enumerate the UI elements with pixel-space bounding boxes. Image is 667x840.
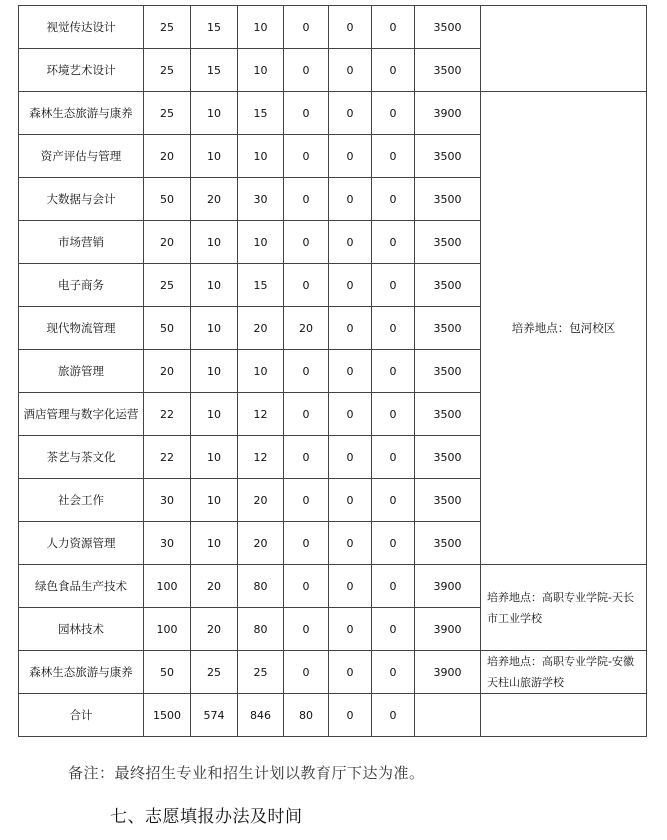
training-location-tianzhushan: 培养地点：高职专业学院-安徽天柱山旅游学校	[481, 651, 647, 694]
plan-count-5: 0	[372, 92, 415, 135]
plan-count-5: 0	[372, 178, 415, 221]
plan-total: 50	[144, 178, 191, 221]
plan-total: 20	[144, 221, 191, 264]
plan-count-3: 0	[284, 565, 329, 608]
plan-count-3: 0	[284, 393, 329, 436]
major-name: 资产评估与管理	[19, 135, 144, 178]
total-count-4: 0	[329, 694, 372, 737]
plan-total: 25	[144, 6, 191, 49]
major-name: 市场营销	[19, 221, 144, 264]
plan-count-3: 0	[284, 221, 329, 264]
training-location-tianchang: 培养地点：高职专业学院-天长市工业学校	[481, 565, 647, 651]
tuition-fee: 3500	[415, 178, 481, 221]
plan-total: 50	[144, 307, 191, 350]
plan-count-2: 12	[238, 393, 284, 436]
plan-count-2: 25	[238, 651, 284, 694]
total-row	[19, 694, 647, 737]
table-row	[19, 565, 647, 608]
plan-count-4: 0	[329, 178, 372, 221]
plan-count-1: 20	[191, 178, 238, 221]
major-name: 电子商务	[19, 264, 144, 307]
plan-count-4: 0	[329, 522, 372, 565]
plan-count-3: 0	[284, 436, 329, 479]
tuition-fee: 3900	[415, 608, 481, 651]
plan-count-4: 0	[329, 49, 372, 92]
major-name: 茶艺与茶文化	[19, 436, 144, 479]
plan-count-1: 10	[191, 522, 238, 565]
major-name: 森林生态旅游与康养	[19, 92, 144, 135]
table-row	[19, 6, 647, 49]
tuition-fee: 3500	[415, 436, 481, 479]
plan-count-2: 20	[238, 479, 284, 522]
plan-count-4: 0	[329, 92, 372, 135]
plan-count-1: 10	[191, 92, 238, 135]
plan-count-5: 0	[372, 264, 415, 307]
plan-count-5: 0	[372, 49, 415, 92]
plan-count-5: 0	[372, 608, 415, 651]
plan-count-1: 10	[191, 264, 238, 307]
plan-count-4: 0	[329, 264, 372, 307]
total-count-2: 846	[238, 694, 284, 737]
table-row	[19, 92, 647, 135]
plan-count-3: 0	[284, 178, 329, 221]
plan-count-1: 20	[191, 608, 238, 651]
plan-count-1: 10	[191, 436, 238, 479]
plan-count-1: 10	[191, 307, 238, 350]
tuition-fee: 3500	[415, 6, 481, 49]
plan-total: 22	[144, 436, 191, 479]
plan-count-3: 0	[284, 264, 329, 307]
plan-count-5: 0	[372, 393, 415, 436]
major-name: 旅游管理	[19, 350, 144, 393]
table-body	[19, 6, 647, 737]
tuition-fee: 3500	[415, 49, 481, 92]
plan-count-2: 80	[238, 565, 284, 608]
plan-count-1: 10	[191, 221, 238, 264]
plan-count-3: 20	[284, 307, 329, 350]
plan-count-5: 0	[372, 350, 415, 393]
tuition-fee: 3900	[415, 651, 481, 694]
total-plan: 1500	[144, 694, 191, 737]
tuition-fee: 3500	[415, 393, 481, 436]
plan-count-5: 0	[372, 436, 415, 479]
tuition-fee: 3900	[415, 565, 481, 608]
plan-count-2: 30	[238, 178, 284, 221]
total-count-3: 80	[284, 694, 329, 737]
plan-count-2: 10	[238, 49, 284, 92]
plan-total: 20	[144, 135, 191, 178]
plan-count-1: 10	[191, 135, 238, 178]
tuition-fee: 3500	[415, 479, 481, 522]
plan-count-5: 0	[372, 135, 415, 178]
plan-count-2: 10	[238, 6, 284, 49]
total-fee-empty	[415, 694, 481, 737]
major-name: 人力资源管理	[19, 522, 144, 565]
major-name: 现代物流管理	[19, 307, 144, 350]
plan-count-1: 10	[191, 479, 238, 522]
plan-total: 25	[144, 92, 191, 135]
plan-count-2: 20	[238, 307, 284, 350]
plan-count-4: 0	[329, 6, 372, 49]
plan-count-4: 0	[329, 565, 372, 608]
tuition-fee: 3500	[415, 350, 481, 393]
section-heading: 七、志愿填报办法及时间	[110, 807, 303, 827]
plan-count-4: 0	[329, 350, 372, 393]
plan-count-4: 0	[329, 135, 372, 178]
training-location-baohe: 培养地点：包河校区	[481, 92, 647, 565]
major-name: 园林技术	[19, 608, 144, 651]
plan-count-4: 0	[329, 651, 372, 694]
plan-total: 100	[144, 608, 191, 651]
plan-count-3: 0	[284, 6, 329, 49]
plan-count-2: 10	[238, 135, 284, 178]
major-name: 环境艺术设计	[19, 49, 144, 92]
plan-count-3: 0	[284, 608, 329, 651]
plan-count-5: 0	[372, 565, 415, 608]
table-row	[19, 651, 647, 694]
tuition-fee: 3500	[415, 135, 481, 178]
plan-count-4: 0	[329, 393, 372, 436]
remark-note: 备注：最终招生专业和招生计划以教育厅下达为准。	[68, 764, 425, 782]
plan-total: 25	[144, 264, 191, 307]
major-name: 森林生态旅游与康养	[19, 651, 144, 694]
plan-total: 100	[144, 565, 191, 608]
plan-count-4: 0	[329, 479, 372, 522]
major-name: 视觉传达设计	[19, 6, 144, 49]
note-cell-empty	[481, 6, 647, 92]
plan-count-1: 20	[191, 565, 238, 608]
plan-count-2: 15	[238, 92, 284, 135]
plan-count-2: 10	[238, 350, 284, 393]
plan-count-1: 10	[191, 393, 238, 436]
enrollment-plan-table	[18, 5, 647, 737]
major-name: 酒店管理与数字化运营	[19, 393, 144, 436]
plan-count-1: 15	[191, 49, 238, 92]
plan-total: 25	[144, 49, 191, 92]
plan-total: 30	[144, 479, 191, 522]
plan-count-3: 0	[284, 49, 329, 92]
total-count-1: 574	[191, 694, 238, 737]
plan-count-2: 10	[238, 221, 284, 264]
plan-count-3: 0	[284, 651, 329, 694]
plan-count-1: 15	[191, 6, 238, 49]
plan-count-5: 0	[372, 651, 415, 694]
plan-count-2: 20	[238, 522, 284, 565]
plan-count-5: 0	[372, 522, 415, 565]
plan-count-5: 0	[372, 221, 415, 264]
plan-count-4: 0	[329, 436, 372, 479]
major-name: 绿色食品生产技术	[19, 565, 144, 608]
plan-count-4: 0	[329, 221, 372, 264]
plan-count-3: 0	[284, 92, 329, 135]
tuition-fee: 3500	[415, 522, 481, 565]
plan-total: 22	[144, 393, 191, 436]
tuition-fee: 3900	[415, 92, 481, 135]
plan-count-2: 15	[238, 264, 284, 307]
total-note-empty	[481, 694, 647, 737]
plan-count-5: 0	[372, 307, 415, 350]
tuition-fee: 3500	[415, 307, 481, 350]
plan-count-2: 12	[238, 436, 284, 479]
plan-count-5: 0	[372, 479, 415, 522]
tuition-fee: 3500	[415, 221, 481, 264]
plan-count-2: 80	[238, 608, 284, 651]
total-count-5: 0	[372, 694, 415, 737]
plan-count-1: 25	[191, 651, 238, 694]
major-name: 大数据与会计	[19, 178, 144, 221]
tuition-fee: 3500	[415, 264, 481, 307]
plan-count-3: 0	[284, 350, 329, 393]
plan-count-3: 0	[284, 522, 329, 565]
plan-count-5: 0	[372, 6, 415, 49]
plan-count-3: 0	[284, 479, 329, 522]
plan-total: 50	[144, 651, 191, 694]
plan-total: 20	[144, 350, 191, 393]
plan-count-4: 0	[329, 307, 372, 350]
plan-count-4: 0	[329, 608, 372, 651]
total-label: 合计	[19, 694, 144, 737]
major-name: 社会工作	[19, 479, 144, 522]
plan-count-1: 10	[191, 350, 238, 393]
plan-total: 30	[144, 522, 191, 565]
plan-count-3: 0	[284, 135, 329, 178]
